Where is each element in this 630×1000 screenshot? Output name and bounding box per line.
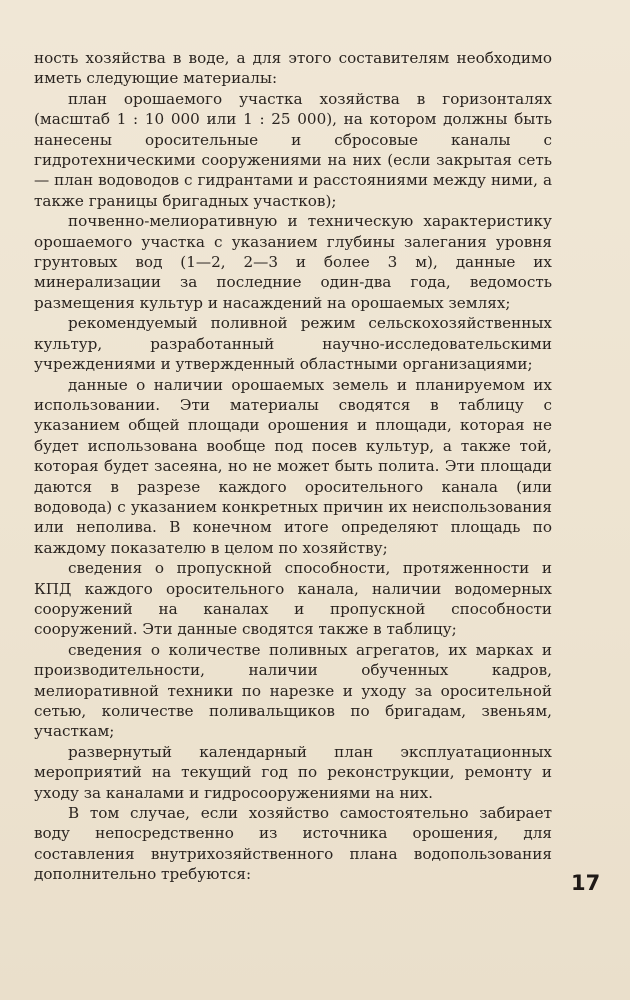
paragraph-soil-characteristics: почвенно-мелиоративную и техническую характеристику орошаемого участка с указанием глубины залегания уровня грунтовых вод (1—2, 2—3 и более 3 м), данные их минерализации за последние один-два года, ведомость размещения культур и насаждений на орошаемых землях;	[34, 212, 552, 312]
page-number: 17	[571, 871, 601, 895]
paragraph-calendar-plan: развернутый календарный план эксплуатационных мероприятий на текущий год по реконструкции, ремонту и уходу за каналами и гидросооружениями на них.	[34, 742, 552, 802]
body-text	[34, 48, 552, 885]
paragraph-canal-capacity: сведения о пропускной способности, протяженности и КПД каждого оросительного канала, наличии водомерных сооружений на каналах и пропускной способности сооружений. Эти данные сводятся также в таблицу;	[34, 559, 552, 639]
paragraph-irrigation-plan: план орошаемого участка хозяйства в горизонталях (масштаб 1 : 10 000 или 1 : 25 000), на котором должны быть нанесены оросительные и сбросовые каналы с гидротехническими сооружениями на них (если закрытая сеть — план водоводов с гидрантами и расстояниями между ними, а также границы бригадных участков);	[34, 89, 552, 210]
paragraph-land-data: данные о наличии орошаемых земель и планируемом их использовании. Эти материалы сводятся в таблицу с указанием общей площади орошения и площади, которая не будет использована вообще под посев культур, а также той, которая будет засеяна, но не может быть полита. Эти площади даются в разрезе каждого оросительного канала (или водовода) с указанием конкретных причин их неиспользования или неполива. В конечном итоге определяют площадь по каждому показателю в целом по хозяйству;	[34, 375, 552, 557]
paragraph-additional-requirements: В том случае, если хозяйство самостоятельно забирает воду непосредственно из источника орошения, для составления внутрихозяйственного плана водопользования дополнительно требуются:	[34, 804, 552, 884]
paragraph-intro: ность хозяйства в воде, а для этого составителям необходимо иметь следующие материалы:	[34, 49, 552, 88]
paragraph-irrigation-regime: рекомендуемый поливной режим сельскохозяйственных культур, разработанный научно-исследовательскими учреждениями и утвержденный областными организациями;	[34, 314, 552, 374]
paragraph-irrigation-units: сведения о количестве поливных агрегатов, их марках и производительности, наличии обученных кадров, мелиоративной техники по нарезке и уходу за оросительной сетью, количестве поливальщиков по бригадам, звеньям, участкам;	[34, 640, 552, 741]
